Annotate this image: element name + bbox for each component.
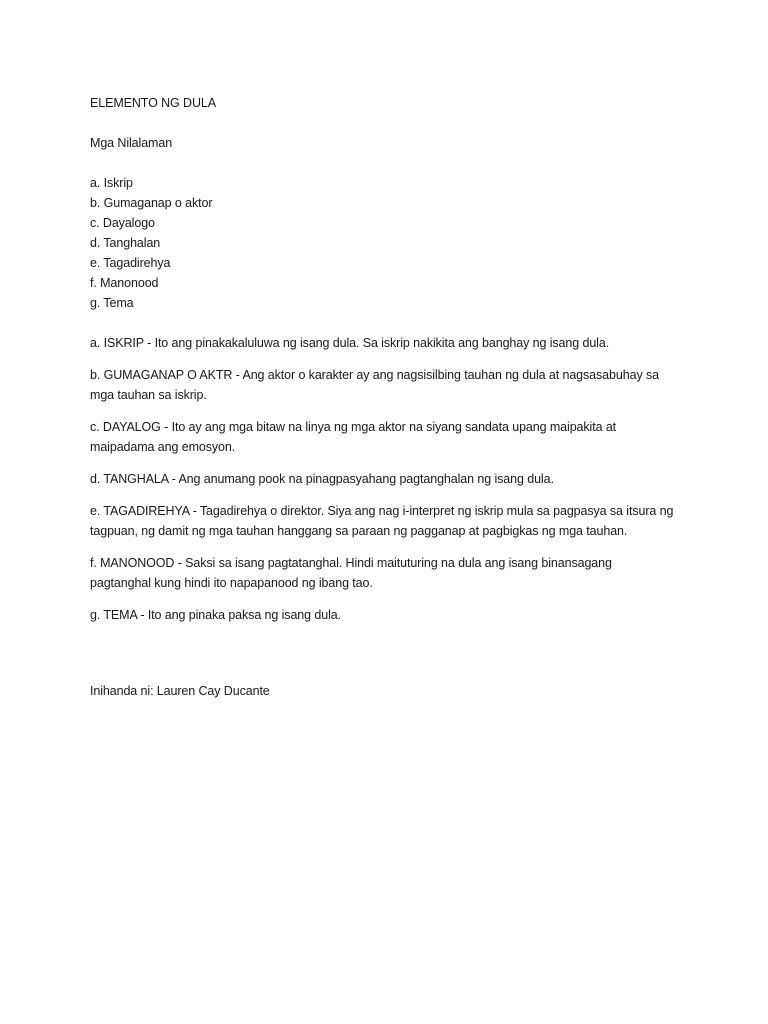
toc-item: a. Iskrip: [90, 176, 133, 190]
toc-heading: Mga Nilalaman: [90, 136, 173, 150]
definition-line: maipadama ang emosyon.: [90, 440, 236, 454]
document-body: [90, 93, 690, 701]
toc-list: [90, 173, 690, 313]
definition-line: f. MANONOOD - Saksi sa isang pagtatanghal. Hindi maituturing na dula ang isang binansagang: [90, 556, 612, 570]
spacer: [90, 153, 690, 173]
definition-line: a. ISKRIP - Ito ang pinakakaluluwa ng isang dula. Sa iskrip nakikita ang banghay ng isang dula.: [90, 336, 610, 350]
definition-dayalog: [90, 417, 690, 457]
definition-line: e. TAGADIREHYA - Tagadirehya o direktor. Siya ang nag i-interpret ng iskrip mula sa pagpasya sa itsura ng: [90, 504, 674, 518]
toc-item: d. Tanghalan: [90, 236, 161, 250]
toc-item: g. Tema: [90, 296, 134, 310]
definition-tagadirehya: [90, 501, 690, 541]
spacer: [90, 313, 690, 333]
signature-line: Inihanda ni: Lauren Cay Ducante: [90, 684, 270, 698]
spacer: [90, 637, 690, 681]
definition-line: mga tauhan sa iskrip.: [90, 388, 207, 402]
definition-gumaganap: [90, 365, 690, 405]
toc-item: c. Dayalogo: [90, 216, 155, 230]
toc-item: f. Manonood: [90, 276, 159, 290]
definition-tanghala: [90, 469, 690, 489]
definition-line: tagpuan, ng damit ng mga tauhan hanggang sa paraan ng pagganap at pagbigkas ng mga tauhan.: [90, 524, 628, 538]
document-title: ELEMENTO NG DULA: [90, 96, 216, 110]
toc-item: e. Tagadirehya: [90, 256, 171, 270]
definition-line: b. GUMAGANAP O AKTR - Ang aktor o karakter ay ang nagsisilbing tauhan ng dula at nagsasabuhay sa: [90, 368, 659, 382]
spacer: [90, 113, 690, 133]
definition-line: d. TANGHALA - Ang anumang pook na pinagpasyahang pagtanghalan ng isang dula.: [90, 472, 554, 486]
definition-manonood: [90, 553, 690, 593]
definition-line: c. DAYALOG - Ito ay ang mga bitaw na linya ng mga aktor na siyang sandata upang maipakita at: [90, 420, 617, 434]
definition-line: pagtanghal kung hindi ito napapanood ng ibang tao.: [90, 576, 373, 590]
definition-iskrip: [90, 333, 690, 353]
toc-item: b. Gumaganap o aktor: [90, 196, 213, 210]
definition-tema: [90, 605, 690, 625]
definition-line: g. TEMA - Ito ang pinaka paksa ng isang dula.: [90, 608, 341, 622]
